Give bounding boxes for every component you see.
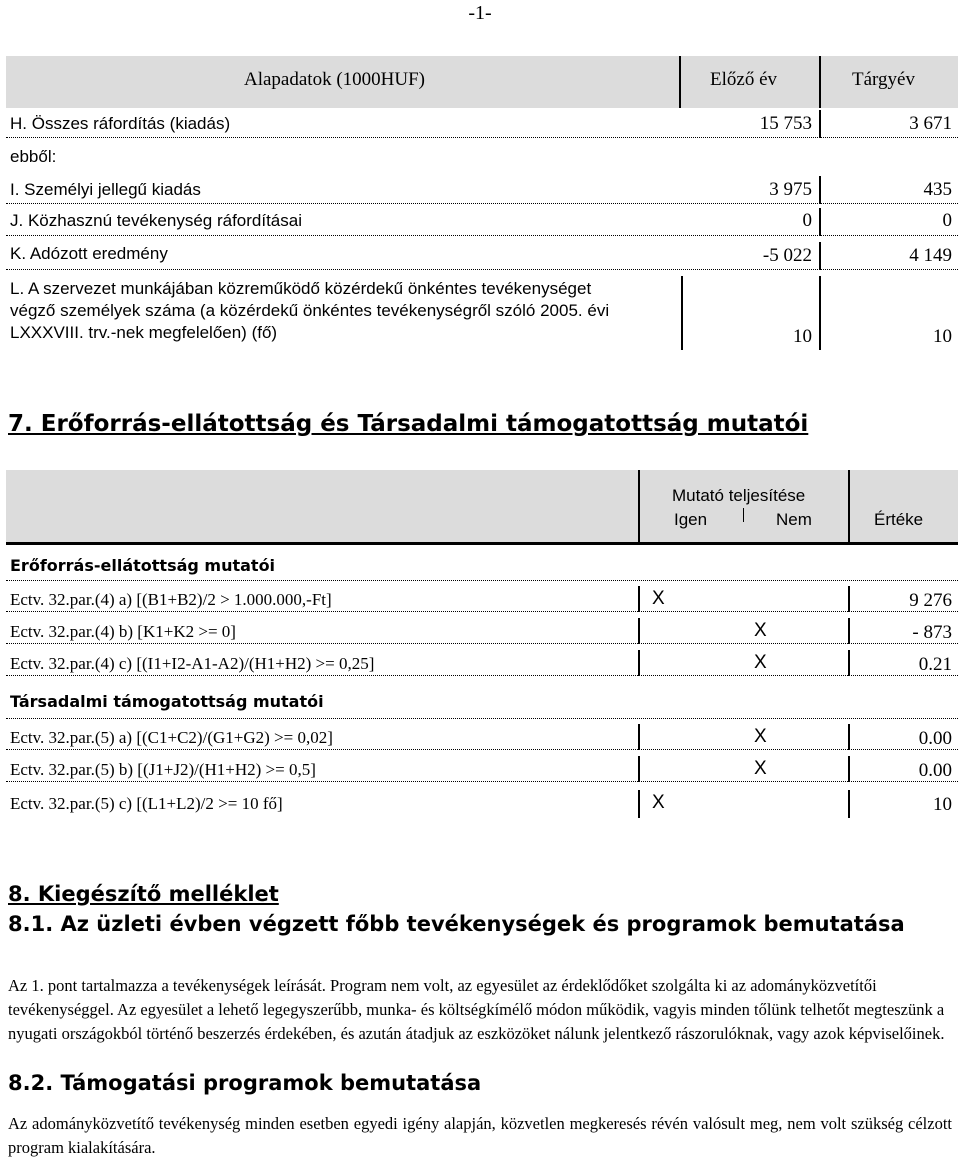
table-row: Ectv. 32.par.(5) c) [(L1+L2)/2 >= 10 fő] X 10 <box>6 790 958 818</box>
table-row: Ectv. 32.par.(4) b) [K1+K2 >= 0] X - 873 <box>6 618 958 644</box>
section-8-1-text: Az 1. pont tartalmazza a tevékenységek leírását. Program nem volt, az egyesület az érdeklődőket szolgálta ki az adományközvetítői tevékenységgel. Az egyesület a lehető legegyszerűbb, munka- és költségkímélő módon működik, vagyis minden tőlünk telhetőt megteszünk a nyugati országokból történő beszerzés érdekében, és azután átadjuk az eszközöket nálunk jelentkező rászorulóknak, vagy azok képviselőinek. <box>8 976 945 1043</box>
table-row: J. Közhasznú tevékenység ráfordításai 0 0 <box>6 208 958 236</box>
section-title: Társadalmi támogatottság mutatói <box>10 692 324 711</box>
table-row: I. Személyi jellegű kiadás 3 975 435 <box>6 176 958 204</box>
table-row: Ectv. 32.par.(5) a) [(C1+C2)/(G1+G2) >= 0,02] X 0.00 <box>6 724 958 750</box>
section-title: Erőforrás-ellátottság mutatói <box>10 556 276 575</box>
header-label: Alapadatok (1000HUF) <box>244 69 425 90</box>
table-header <box>6 56 958 108</box>
section-8-2-text: Az adományközvetítő tevékenység minden esetben egyedi igény alapján, közvetlen megkeresés révén valósult meg, nem volt szükség célzott program kialakítására. <box>8 1114 952 1157</box>
basic-data-table <box>6 56 958 350</box>
section-7-title: 7. Erőforrás-ellátottság és Társadalmi támogatottság mutatói <box>8 411 809 437</box>
table-row: Ectv. 32.par.(4) c) [(I1+I2-A1-A2)/(H1+H2) >= 0,25] X 0.21 <box>6 650 958 676</box>
table-row: H. Összes ráfordítás (kiadás) 15 753 3 671 <box>6 110 958 138</box>
table-row: Ectv. 32.par.(4) a) [(B1+B2)/2 > 1.000.000,-Ft] X 9 276 <box>6 586 958 612</box>
section-8-1-title: 8.1. Az üzleti évben végzett főbb tevékenységek és programok bemutatása <box>8 912 905 936</box>
indicator-table <box>6 470 958 820</box>
header-current-year: Tárgyév <box>852 69 915 90</box>
table-row: K. Adózott eredmény -5 022 4 149 <box>6 242 958 270</box>
table-row: Ectv. 32.par.(5) b) [(J1+J2)/(H1+H2) >= 0,5] X 0.00 <box>6 756 958 782</box>
table-row: L. A szervezet munkájában közreműködő közérdekű önkéntes tevékenységet végző személyek száma (a közérdekű önkéntes tevékenységről szóló 2005. évi LXXXVIII. trv.-nek megfelelően) (fő) 10 10 <box>6 276 958 350</box>
header-prev-year: Előző év <box>710 69 778 90</box>
page-number: -1- <box>468 2 492 24</box>
section-8-title: 8. Kiegészítő melléklet <box>8 882 279 906</box>
section-8-2-title: 8.2. Támogatási programok bemutatása <box>8 1071 482 1095</box>
table-header: Mutató teljesítése Igen Nem Értéke <box>6 470 958 542</box>
table-row: ebből: <box>10 147 57 166</box>
